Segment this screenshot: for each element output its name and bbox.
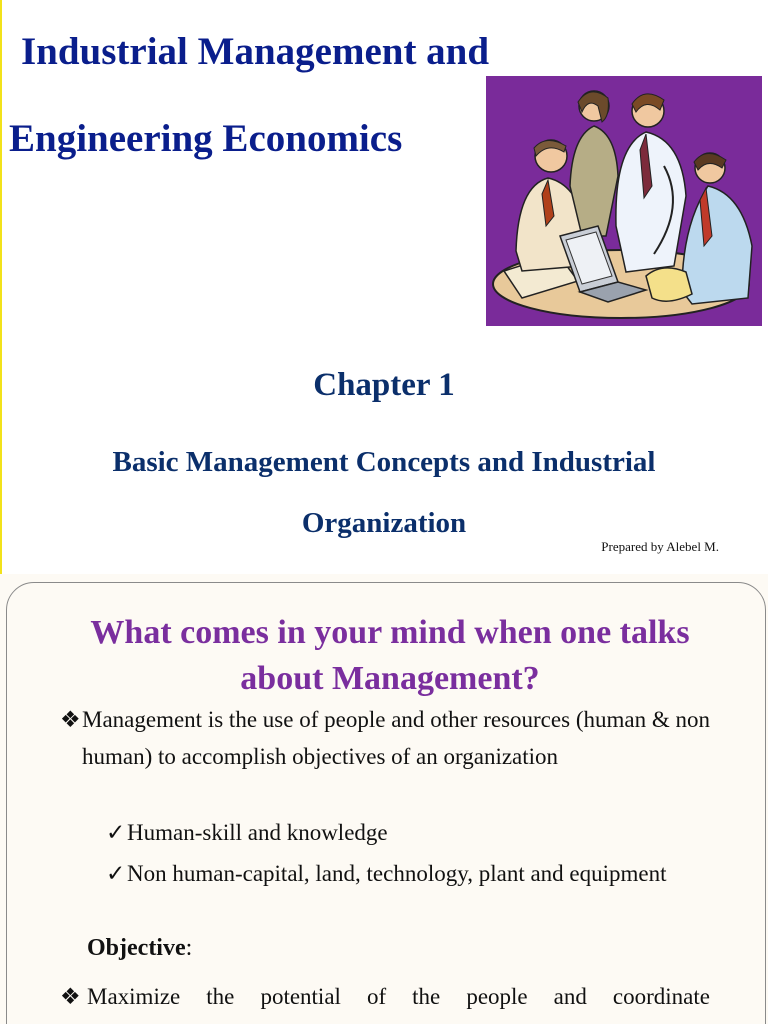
chapter-subtitle-line-2: Organization	[301, 507, 467, 539]
objective-label: Objective	[87, 935, 186, 961]
chapter-subtitle	[40, 432, 728, 554]
chapter-subtitle-line-1: Basic Management Concepts and Industrial	[112, 446, 656, 478]
title-line-2: Engineering Economics	[9, 117, 403, 160]
management-definition-text: Management is the use of people and other resources (human & non human) to accomplish objectives of an organization	[82, 707, 710, 769]
diamond-bullet-icon: ❖	[60, 984, 81, 1009]
management-definition	[60, 701, 710, 775]
diamond-bullet-icon: ❖	[60, 707, 81, 732]
author-credit: Prepared by Alebel M.	[601, 539, 719, 554]
objective-point	[60, 978, 710, 1015]
chapter-heading: Chapter 1	[313, 367, 455, 403]
resource-item-human	[106, 814, 710, 851]
content-slide	[0, 574, 768, 1024]
question-line-2: about Management?	[240, 660, 540, 697]
resource-item-non-human	[106, 855, 710, 892]
slide-edge-accent	[0, 0, 2, 574]
objective-heading	[87, 935, 192, 962]
title-line-1: Industrial Management and	[21, 30, 490, 73]
objective-colon: :	[185, 935, 193, 961]
slide-question-heading	[30, 610, 750, 702]
objective-point-text: Maximize the potential of the people and coordinate	[87, 984, 710, 1009]
question-line-1: What comes in your mind when one talks	[90, 614, 690, 651]
checkmark-icon: ✓	[106, 861, 126, 886]
business-meeting-clipart	[486, 76, 762, 326]
checkmark-icon: ✓	[106, 820, 126, 845]
resource-item-text: Human-skill and knowledge	[127, 820, 388, 845]
resource-item-text: Non human-capital, land, technology, plant and equipment	[127, 861, 667, 886]
